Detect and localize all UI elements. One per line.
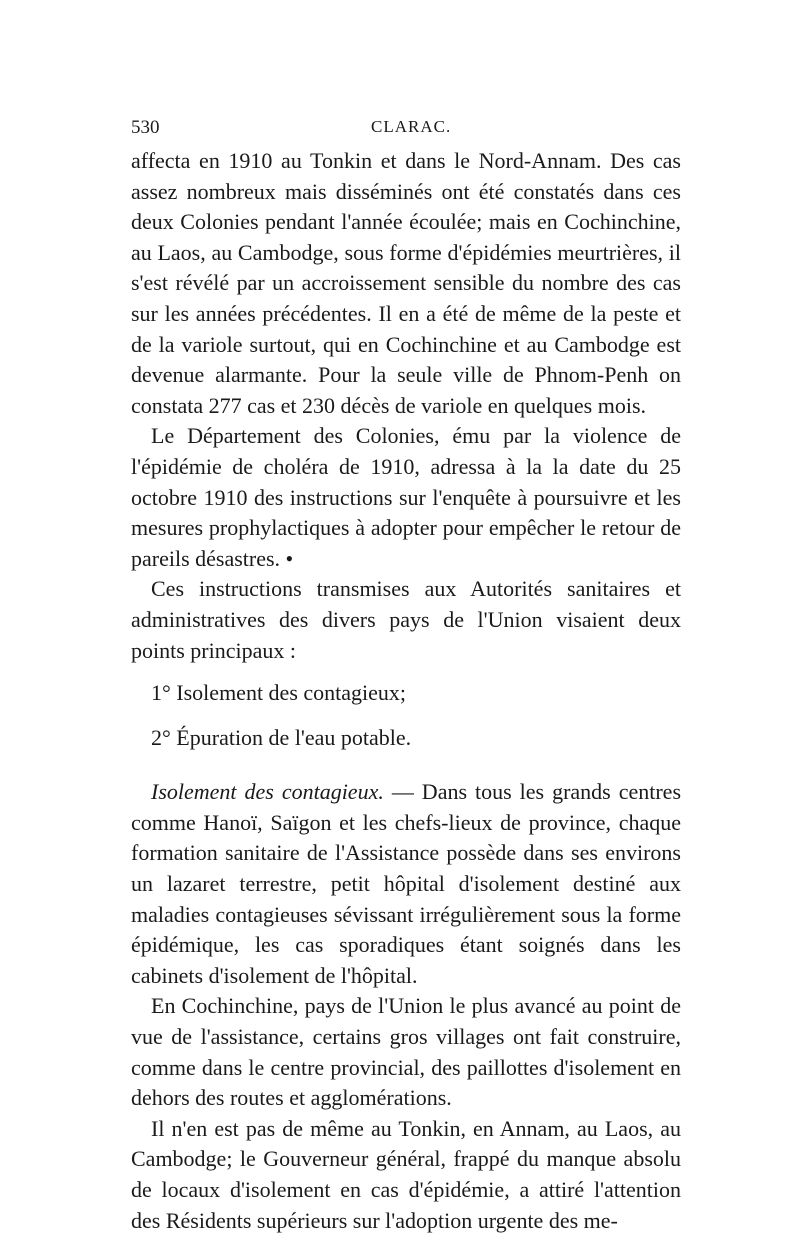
paragraph-departement: Le Département des Colonies, ému par la violence de l'épidémie de choléra de 1910, adressa à la la date du 25 octobre 1910 des instructions sur l'enquête à poursuivre et les mesures prophylactiques à adopter pour empêcher le retour de pareils désastres. • (131, 423, 681, 571)
paragraph-continuation: affecta en 1910 au Tonkin et dans le Nord-Annam. Des cas assez nombreux mais disséminés ont été constatés dans ces deux Colonies pendant l'année écoulée; mais en Cochinchine, au Laos, au Cambodge, sous forme d'épidémies meurtrières, il s'est révélé par un accroissement sensible du nombre des cas sur les années précédentes. Il en a été de même de la peste et de la variole surtout, qui en Cochinchine et au Cambodge est devenue alarmante. Pour la seule ville de Phnom-Penh on constata 277 cas et 230 décès de variole en quelques mois. (131, 148, 681, 418)
running-head: CLARAC. (371, 117, 452, 136)
body-text (131, 146, 681, 1236)
paragraph-isolement-section (131, 777, 681, 991)
paragraph-cochinchine: En Cochinchine, pays de l'Union le plus avancé au point de vue de l'assistance, certains gros villages ont fait construire, comme dans le centre provincial, des paillottes d'isolement en dehors des routes et agglomérations. (131, 993, 681, 1111)
section-heading-isolement: Isolement des contagieux. (151, 779, 384, 805)
list-item-epuration: 2° Épuration de l'eau potable. (151, 724, 412, 750)
page-number: 530 (131, 117, 160, 138)
list-item-isolement: 1° Isolement des contagieux; (151, 680, 407, 706)
section-body-isolement: — Dans tous les grands centres comme Hanoï, Saïgon et les chefs-lieux de province, chaque formation sanitaire de l'Assistance possède dans ses environs un lazaret terrestre, petit hôpital d'isolement destiné aux maladies contagieuses sévissant irrégulièrement sous la forme épidémique, les cas sporadiques étant soignés dans les cabinets d'isolement de l'hôpital. (131, 779, 681, 988)
paragraph-instructions: Ces instructions transmises aux Autorités sanitaires et administratives des divers pays de l'Union visaient deux points principaux : (131, 576, 681, 663)
page-header (131, 117, 681, 147)
paragraph-tonkin: Il n'en est pas de même au Tonkin, en Annam, au Laos, au Cambodge; le Gouverneur général, frappé du manque absolu de locaux d'isolement en cas d'épidémie, a attiré l'attention des Résidents supérieurs sur l'adoption urgente des me- (131, 1115, 681, 1233)
